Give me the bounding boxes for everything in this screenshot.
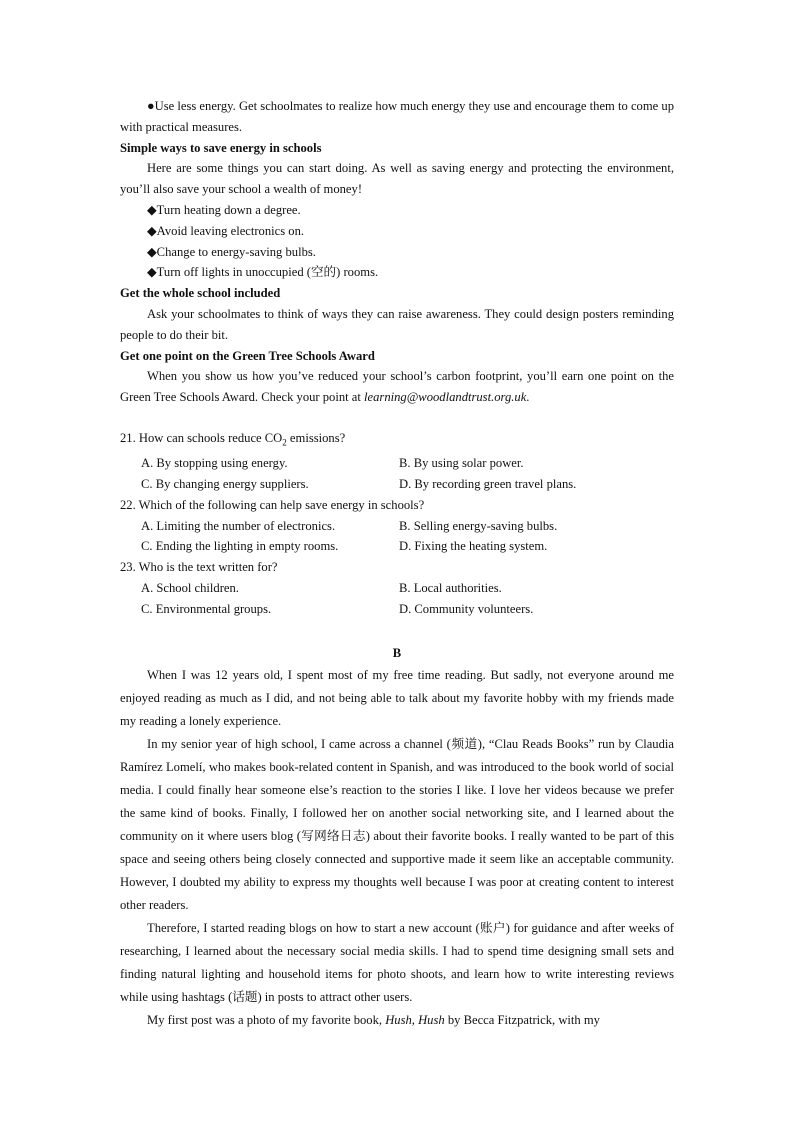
paragraph-simple-ways: Here are some things you can start doing. As well as saving energy and protecting the environment, you’ll also save your school a wealth of money! — [120, 161, 674, 197]
option-22-c[interactable]: C. Ending the lighting in empty rooms. — [141, 539, 339, 554]
passage-b-paragraph-last — [120, 1009, 674, 1032]
option-21-d[interactable]: D. By recording green travel plans. — [399, 477, 577, 492]
question-23-options — [120, 578, 674, 620]
option-23-d[interactable]: D. Community volunteers. — [399, 601, 534, 616]
question-22-options — [120, 516, 674, 558]
passage-b-label: B — [392, 645, 402, 660]
question-23-stem: 23. Who is the text written for? — [120, 560, 278, 575]
tip-heating: ◆Turn heating down a degree. — [147, 202, 301, 217]
passage-b-paragraph: Therefore, I started reading blogs on how to start a new account (账户) for guidance and after weeks of researching, I learned about the necessary social media skills. I had to spend time designing small sets and finding natural lighting and household items for photo shoots, and learn how to write interesting reviews while using hashtags (话题) in posts to attract other users. — [120, 920, 674, 1004]
question-21-text-end: emissions? — [286, 430, 346, 445]
document-page — [120, 96, 674, 1032]
option-21-c[interactable]: C. By changing energy suppliers. — [141, 477, 309, 492]
option-22-b[interactable]: B. Selling energy-saving bulbs. — [399, 518, 558, 533]
tip-bulbs: ◆Change to energy-saving bulbs. — [147, 244, 316, 259]
option-23-b[interactable]: B. Local authorities. — [399, 581, 502, 596]
award-email-link[interactable]: learning@woodlandtrust.org.uk — [364, 390, 527, 405]
last-para-text: My first post was a photo of my favorite book, — [147, 1012, 386, 1027]
option-22-d[interactable]: D. Fixing the heating system. — [399, 539, 548, 554]
tip-lights: ◆Turn off lights in unoccupied (空的) rooms. — [147, 265, 379, 280]
last-para-text-end: by Becca Fitzpatrick, with my — [444, 1012, 600, 1027]
option-21-a[interactable]: A. By stopping using energy. — [141, 456, 288, 471]
book-title: Hush, Hush — [385, 1012, 445, 1027]
award-text: When you show us how you’ve reduced your school’s carbon footprint, you’ll earn one point on the Green Tree Schools Award. Check your point at — [120, 369, 674, 405]
award-text-end: . — [526, 390, 530, 405]
heading-simple-ways: Simple ways to save energy in schools — [120, 140, 322, 155]
option-22-a[interactable]: A. Limiting the number of electronics. — [141, 518, 336, 533]
bullet-use-less-energy: ●Use less energy. Get schoolmates to realize how much energy they use and encourage them to come up with practical measures. — [120, 99, 674, 134]
question-22-stem: 22. Which of the following can help save energy in schools? — [120, 497, 425, 512]
option-21-b[interactable]: B. By using solar power. — [399, 456, 524, 471]
question-21-text: 21. How can schools reduce CO — [120, 430, 283, 445]
paragraph-whole-school: Ask your schoolmates to think of ways they can raise awareness. They could design posters reminding people to do their bit. — [120, 306, 674, 342]
question-21-options — [120, 453, 674, 495]
tip-electronics: ◆Avoid leaving electronics on. — [147, 223, 305, 238]
paragraph-green-tree-award — [120, 366, 674, 408]
question-21-subscript: 2 — [282, 437, 287, 448]
question-list — [120, 428, 674, 620]
passage-b-paragraph: When I was 12 years old, I spent most of my free time reading. But sadly, not everyone around me enjoyed reading as much as I did, and not being able to talk about my favorite hobby with my friends made my reading a lonely experience. — [120, 667, 674, 728]
option-23-c[interactable]: C. Environmental groups. — [141, 601, 272, 616]
question-21-stem — [120, 428, 674, 453]
heading-green-tree-award: Get one point on the Green Tree Schools Award — [120, 348, 375, 363]
heading-whole-school: Get the whole school included — [120, 286, 281, 301]
passage-b-paragraph: In my senior year of high school, I came across a channel (频道), “Clau Reads Books” run by Claudia Ramírez Lomelí, who makes book-related content in Spanish, and was introduced to the book world of social media. I could finally hear someone else’s reaction to the stories I like. I love her videos because we prefer the same kind of books. Finally, I followed her on another social networking site, and I learned about the community on it where users blog (写网络日志) about their favorite books. I really wanted to be part of this space and seeing others being closely connected and supportive made it seem like an acceptable community. However, I doubted my ability to express my thoughts well because I was poor at creating content to interest other readers. — [120, 736, 674, 912]
option-23-a[interactable]: A. School children. — [141, 581, 239, 596]
spacer — [120, 408, 674, 428]
